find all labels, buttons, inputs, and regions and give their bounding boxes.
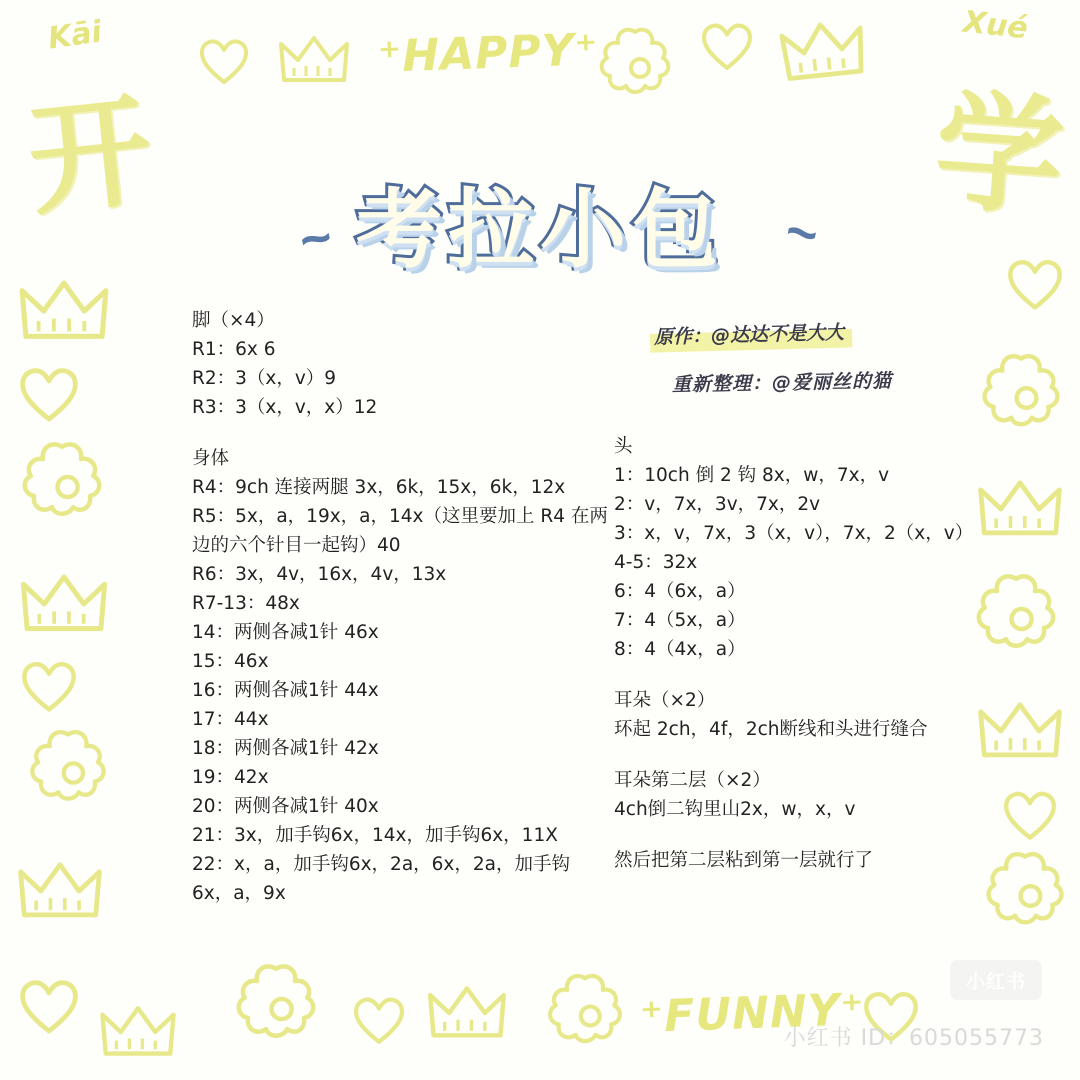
title-deco-right: ~ bbox=[780, 200, 824, 266]
heart-icon bbox=[700, 22, 754, 70]
right-pattern-spacer bbox=[614, 824, 1014, 846]
title-block bbox=[0, 160, 1080, 284]
left-pattern-spacer bbox=[192, 422, 612, 444]
right-pattern-row: 3：x，v，7x，3（x，v），7x，2（x，v） bbox=[614, 523, 974, 544]
credit-rearranged: 重新整理：@爱丽丝的猫 bbox=[671, 370, 893, 396]
heart-icon bbox=[18, 978, 80, 1034]
left-pattern-row: R2：3（x，v）9 bbox=[192, 368, 337, 389]
heart-icon bbox=[18, 366, 80, 422]
corner-char-kai: 开 bbox=[22, 79, 157, 233]
watermark-id: 小红书 ID：605055773 bbox=[783, 1026, 1044, 1051]
left-pattern-row: 20：两侧各减1针 40x bbox=[192, 796, 379, 817]
flower-icon bbox=[540, 972, 630, 1060]
left-pattern-row: 17：44x bbox=[192, 709, 269, 730]
left-pattern-row: 15：46x bbox=[192, 651, 269, 672]
left-pattern-section-heading: 身体 bbox=[192, 448, 230, 469]
crown-icon bbox=[98, 1004, 178, 1060]
pinyin-kai: Kāi bbox=[45, 14, 104, 57]
right-pattern-spacer bbox=[614, 664, 1014, 686]
left-pattern-section-heading: 脚（×4） bbox=[192, 310, 275, 331]
crown-icon bbox=[424, 984, 510, 1042]
left-pattern-row: R7-13：48x bbox=[192, 593, 300, 614]
right-pattern-row: 7：4（5x，a） bbox=[614, 610, 746, 631]
right-pattern-row: 4ch倒二钩里山2x，w，x，v bbox=[614, 799, 856, 820]
flower-icon bbox=[22, 728, 114, 818]
flower-icon bbox=[14, 440, 110, 534]
right-pattern-section-heading: 耳朵（×2） bbox=[614, 690, 716, 711]
crown-icon bbox=[278, 34, 350, 86]
left-pattern-row: R6：3x，4v，16x，4v，13x bbox=[192, 564, 447, 585]
crown-icon bbox=[14, 860, 106, 922]
left-pattern-row: R3：3（x，v，x）12 bbox=[192, 397, 378, 418]
right-pattern-row: 环起 2ch，4f，2ch断线和头进行缝合 bbox=[614, 719, 928, 740]
left-pattern-row: 21：3x，加手钩6x，14x，加手钩6x，11X bbox=[192, 825, 558, 846]
crown-icon bbox=[14, 278, 114, 344]
right-pattern-row: 4-5：32x bbox=[614, 552, 698, 573]
right-pattern-section-heading: 耳朵第二层（×2） bbox=[614, 770, 771, 791]
title-deco-left: ~ bbox=[294, 206, 338, 272]
right-pattern-section-heading: 头 bbox=[614, 436, 633, 457]
left-pattern-row: R4：9ch 连接两腿 3x，6k，15x，6k，12x bbox=[192, 477, 566, 498]
pinyin-xue: Xué bbox=[961, 4, 1030, 47]
right-pattern-row: 8：4（4x，a） bbox=[614, 639, 746, 660]
flower-icon bbox=[228, 962, 324, 1056]
left-pattern-row: 22：x，a，加手钩6x，2a，6x，2a，加手钩 6x，a，9x bbox=[192, 854, 570, 904]
left-pattern-row: R5：5x，a，19x，a，14x（这里要加上 R4 在两边的六个针目一起钩）40 bbox=[192, 506, 608, 556]
page-title: 考拉小包 bbox=[356, 180, 724, 280]
crown-icon bbox=[16, 572, 112, 636]
left-pattern-row: 14：两侧各减1针 46x bbox=[192, 622, 379, 643]
heart-icon bbox=[20, 660, 78, 712]
crown-icon bbox=[775, 15, 871, 86]
right-pattern-spacer bbox=[614, 744, 1014, 766]
flower-icon bbox=[974, 352, 1068, 444]
right-pattern-row: 然后把第二层粘到第一层就行了 bbox=[614, 850, 874, 871]
left-pattern-row: 18：两侧各减1针 42x bbox=[192, 738, 379, 759]
right-pattern-row: 6：4（6x，a） bbox=[614, 581, 746, 602]
word-funny: ⁺FUNNY⁺ bbox=[639, 984, 866, 1043]
heart-icon bbox=[198, 38, 250, 84]
watermark-logo: 小红书 bbox=[950, 960, 1042, 1000]
corner-char-xue: 学 bbox=[930, 76, 1067, 235]
pattern-column-right bbox=[614, 432, 1014, 875]
pattern-column-left bbox=[192, 306, 612, 908]
left-pattern-row: R1：6x 6 bbox=[192, 339, 276, 360]
heart-icon bbox=[352, 996, 406, 1044]
right-pattern-row: 2：v，7x，3v，7x，2v bbox=[614, 494, 821, 515]
right-pattern-row: 1：10ch 倒 2 钩 8x，w，7x，v bbox=[614, 465, 890, 486]
flower-icon bbox=[592, 26, 678, 110]
credit-original: 原作：@达达不是大大 bbox=[650, 315, 853, 352]
left-pattern-row: 16：两侧各减1针 44x bbox=[192, 680, 379, 701]
left-pattern-row: 19：42x bbox=[192, 767, 269, 788]
word-happy: ⁺HAPPY⁺ bbox=[377, 24, 600, 83]
